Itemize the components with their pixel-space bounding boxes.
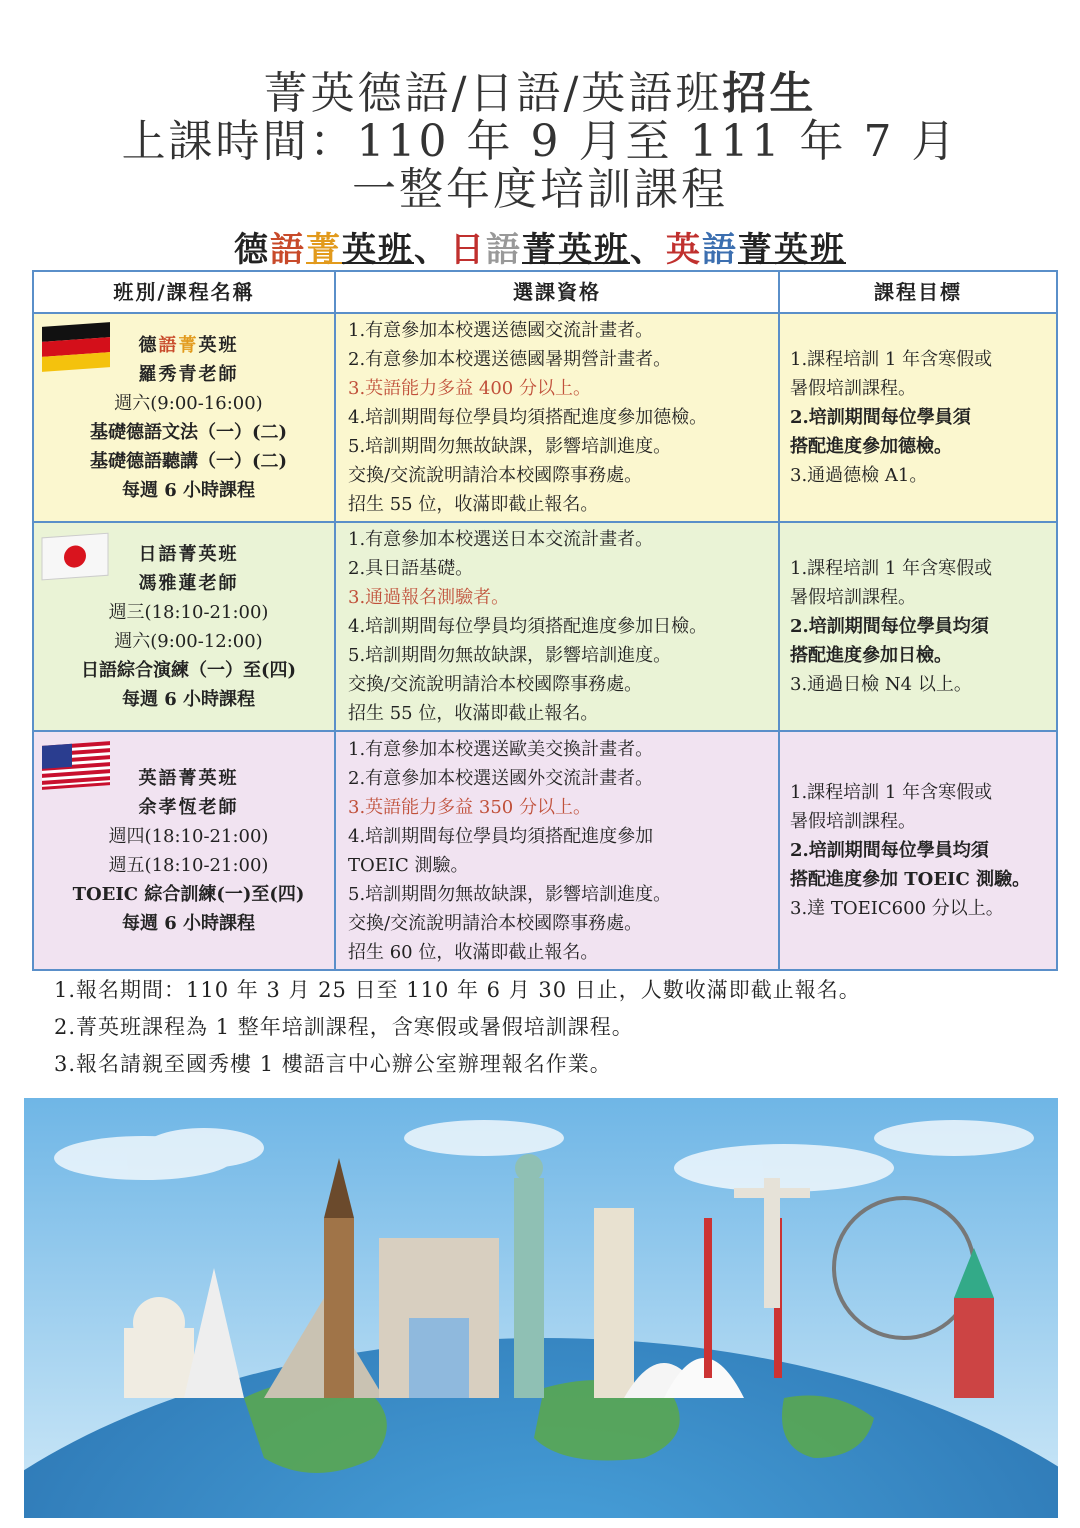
requirement-item: 4.培訓期間每位學員均須搭配進度參加日檢。 [348,616,708,637]
requirement-item: 2.有意參加本校選送德國暑期營計畫者。 [348,349,672,370]
course-item: TOEIC 綜合訓練(一)至(四) [72,883,305,905]
subtitle-char: 英班 [342,230,414,270]
class-cell [33,731,335,970]
class-name: 英語菁英班 [138,767,239,789]
goal-item: 暑假培訓課程。 [790,378,916,399]
requirement-item: 交換/交流說明請洽本校國際事務處。 [348,674,643,695]
requirement-item: 1.有意參加本校選送歐美交換計畫者。 [348,738,654,760]
requirements-cell [335,731,779,970]
title-course-name: 菁英德語/日語/英語班 [263,68,723,119]
title-line-1 [0,68,1080,120]
name-char: 德 [138,334,159,356]
weekly-hours: 每週 6 小時課程 [121,688,256,710]
table-row-japanese [33,522,1057,731]
course-table [32,270,1058,971]
name-char: 語 [158,334,179,356]
requirements-cell [335,313,779,522]
subtitle-char: 英 [666,230,702,270]
title-line-3: 一整年度培訓課程 [352,164,728,215]
requirement-item: 4.培訓期間每位學員均須搭配進度參加 [348,825,654,847]
schedule: 週三(18:10-21:00) [108,601,269,623]
note-item: 1.報名期間：110 年 3 月 25 日至 110 年 6 月 30 日止，人數收滿即截止報名。 [54,978,861,1002]
subtitle-char: 語 [486,230,522,270]
goal-item: 3.達 TOEIC600 分以上。 [790,898,1004,919]
goal-item: 1.課程培訓 1 年含寒假或 [790,558,993,579]
schedule: 週五(18:10-21:00) [108,854,269,876]
goal-item: 搭配進度參加日檢。 [790,645,952,666]
requirement-item: 3.英語能力多益 350 分以上。 [348,796,591,818]
header-requirements: 選課資格 [335,271,779,313]
requirement-item: 1.有意參加本校選送德國交流計畫者。 [348,320,654,341]
course-item: 基礎德語文法（一）(二) [89,421,288,443]
goal-item: 暑假培訓課程。 [790,811,916,832]
course-item: 基礎德語聽講（一）(二) [89,450,288,472]
goal-item: 2.培訓期間每位學員均須 [790,840,989,861]
requirement-item: 2.有意參加本校選送國外交流計畫者。 [348,767,654,789]
table-header-row [33,271,1057,313]
note-item: 3.報名請親至國秀樓 1 樓語言中心辦公室辦理報名作業。 [54,1052,612,1076]
goal-item: 2.培訓期間每位學員須 [790,407,971,428]
requirement-item: 交換/交流說明請洽本校國際事務處。 [348,465,643,486]
subtitle-char: 語 [702,230,738,270]
requirement-item: TOEIC 測驗。 [348,854,469,876]
subtitle-sep: 、 [414,230,450,270]
course-item: 日語綜合演練（一）至(四) [80,659,297,681]
class-list-subtitle [0,222,1080,271]
requirement-item: 3.通過報名測驗者。 [348,587,510,608]
goal-item: 3.通過德檢 A1。 [790,465,928,486]
requirement-item: 4.培訓期間每位學員均須搭配進度參加德檢。 [348,407,708,428]
requirement-item: 招生 55 位，收滿即截止報名。 [348,494,599,515]
weekly-hours: 每週 6 小時課程 [121,912,256,934]
title-line-2: 上課時間：110 年 9 月至 111 年 7 月 [121,116,959,167]
enrollment-notes [54,972,861,1083]
goals-cell [779,522,1057,731]
goal-item: 1.課程培訓 1 年含寒假或 [790,349,993,370]
note-item: 2.菁英班課程為 1 整年培訓課程，含寒假或暑假培訓課程。 [54,1015,634,1039]
class-name: 日語菁英班 [138,543,239,565]
title-enrollment: 招生 [722,68,817,119]
requirement-item: 招生 55 位，收滿即截止報名。 [348,703,599,724]
germany-flag-icon [40,320,112,372]
header-class-name: 班別/課程名稱 [33,271,335,313]
subtitle-char: 菁 [306,230,342,270]
subtitle-char: 菁英班 [738,230,846,270]
subtitle-char: 語 [270,230,306,270]
weekly-hours: 每週 6 小時課程 [121,479,256,501]
goal-item: 暑假培訓課程。 [790,587,916,608]
subtitle-sep: 、 [630,230,666,270]
subtitle-char: 菁英班 [522,230,630,270]
requirement-item: 交換/交流說明請洽本校國際事務處。 [348,912,643,934]
teacher-name: 羅秀青老師 [138,363,239,385]
table-row-english [33,731,1057,970]
goals-cell [779,313,1057,522]
requirement-item: 5.培訓期間勿無故缺課，影響培訓進度。 [348,645,672,666]
subtitle-char: 日 [450,230,486,270]
teacher-name: 馮雅蓮老師 [138,572,239,594]
goal-item: 1.課程培訓 1 年含寒假或 [790,782,993,803]
usa-flag-icon [40,738,112,790]
class-cell [33,522,335,731]
goal-item: 2.培訓期間每位學員均須 [790,616,989,637]
requirement-item: 招生 60 位，收滿即截止報名。 [348,941,599,963]
requirement-item: 2.具日語基礎。 [348,558,474,579]
world-landmarks-illustration [24,1098,1058,1518]
schedule: 週六(9:00-16:00) [114,392,263,414]
table-row-german [33,313,1057,522]
name-char: 菁 [178,334,199,356]
japan-flag-icon [40,529,112,581]
goal-item: 搭配進度參加 TOEIC 測驗。 [790,869,1031,890]
requirement-item: 1.有意參加本校選送日本交流計畫者。 [348,529,654,550]
requirement-item: 5.培訓期間勿無故缺課，影響培訓進度。 [348,436,672,457]
requirement-item: 5.培訓期間勿無故缺課，影響培訓進度。 [348,883,672,905]
schedule: 週六(9:00-12:00) [114,630,263,652]
header-goals: 課程目標 [779,271,1057,313]
goal-item: 3.通過日檢 N4 以上。 [790,674,972,695]
requirements-cell [335,522,779,731]
goal-item: 搭配進度參加德檢。 [790,436,952,457]
subtitle-char: 德 [234,230,270,270]
class-cell [33,313,335,522]
requirement-item: 3.英語能力多益 400 分以上。 [348,378,591,399]
teacher-name: 余孝恆老師 [138,796,239,818]
name-char: 英班 [198,334,239,356]
schedule: 週四(18:10-21:00) [108,825,269,847]
goals-cell [779,731,1057,970]
